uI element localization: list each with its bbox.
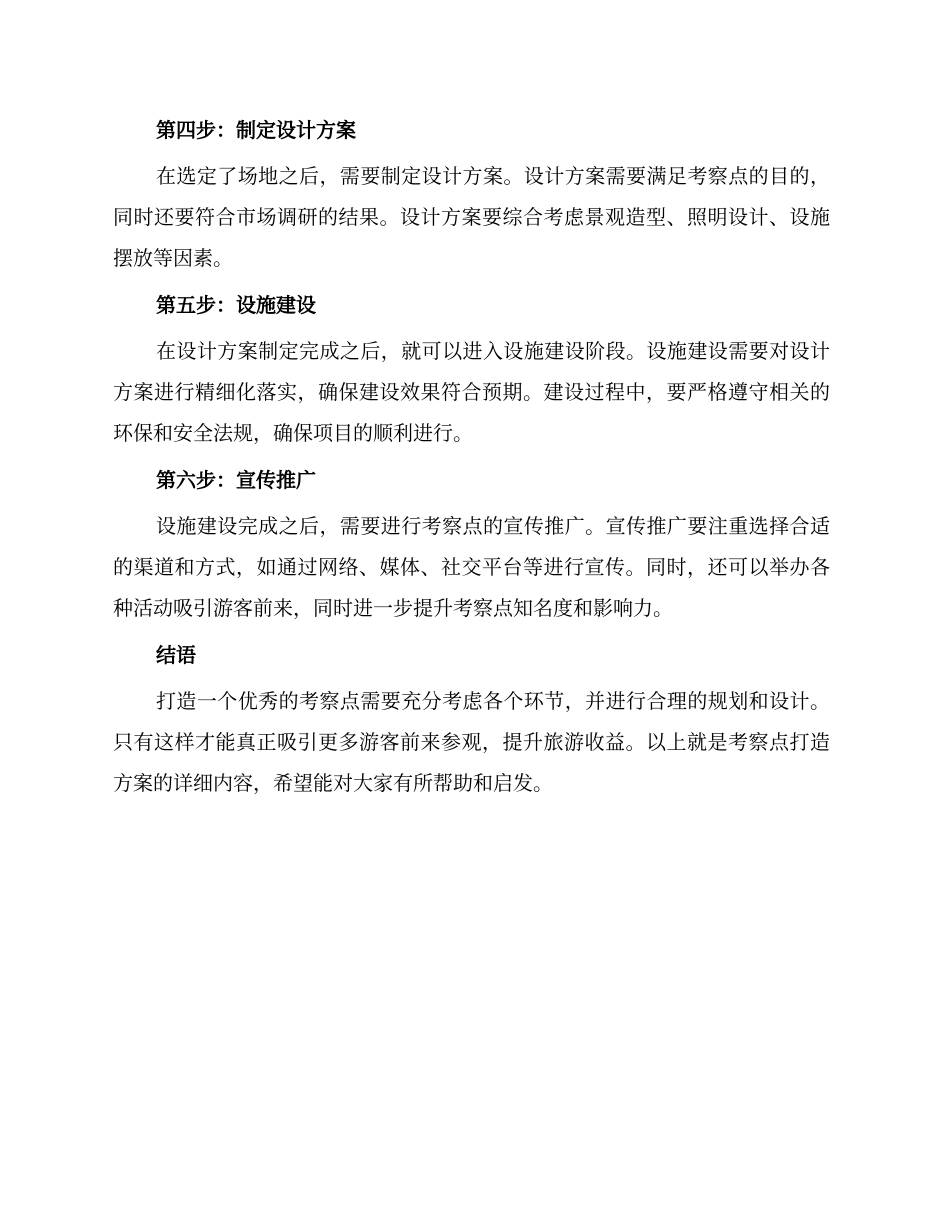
section-paragraph: 设施建设完成之后，需要进行考察点的宣传推广。宣传推广要注重选择合适的渠道和方式，如通过网络、媒体、社交平台等进行宣传。同时，还可以举办各种活动吸引游客前来，同时进一步提升考察点知名度和影响力。 bbox=[113, 514, 830, 620]
section-heading: 结语 bbox=[156, 643, 196, 667]
section-paragraph: 在设计方案制定完成之后，就可以进入设施建设阶段。设施建设需要对设计方案进行精细化落实，确保建设效果符合预期。建设过程中，要严格遵守相关的环保和安全法规，确保项目的顺利进行。 bbox=[113, 339, 830, 445]
section-heading: 第六步：宣传推广 bbox=[156, 468, 316, 492]
document-body bbox=[113, 110, 830, 810]
section-step-five bbox=[113, 285, 830, 454]
section-heading: 第四步：制定设计方案 bbox=[156, 118, 356, 142]
section-heading: 第五步：设施建设 bbox=[156, 293, 316, 317]
section-conclusion bbox=[113, 635, 830, 804]
section-step-six bbox=[113, 460, 830, 629]
section-paragraph: 打造一个优秀的考察点需要充分考虑各个环节，并进行合理的规划和设计。只有这样才能真正吸引更多游客前来参观，提升旅游收益。以上就是考察点打造方案的详细内容，希望能对大家有所帮助和启发。 bbox=[113, 689, 830, 795]
section-paragraph: 在选定了场地之后，需要制定设计方案。设计方案需要满足考察点的目的，同时还要符合市场调研的结果。设计方案要综合考虑景观造型、照明设计、设施摆放等因素。 bbox=[113, 164, 830, 270]
section-step-four bbox=[113, 110, 830, 279]
